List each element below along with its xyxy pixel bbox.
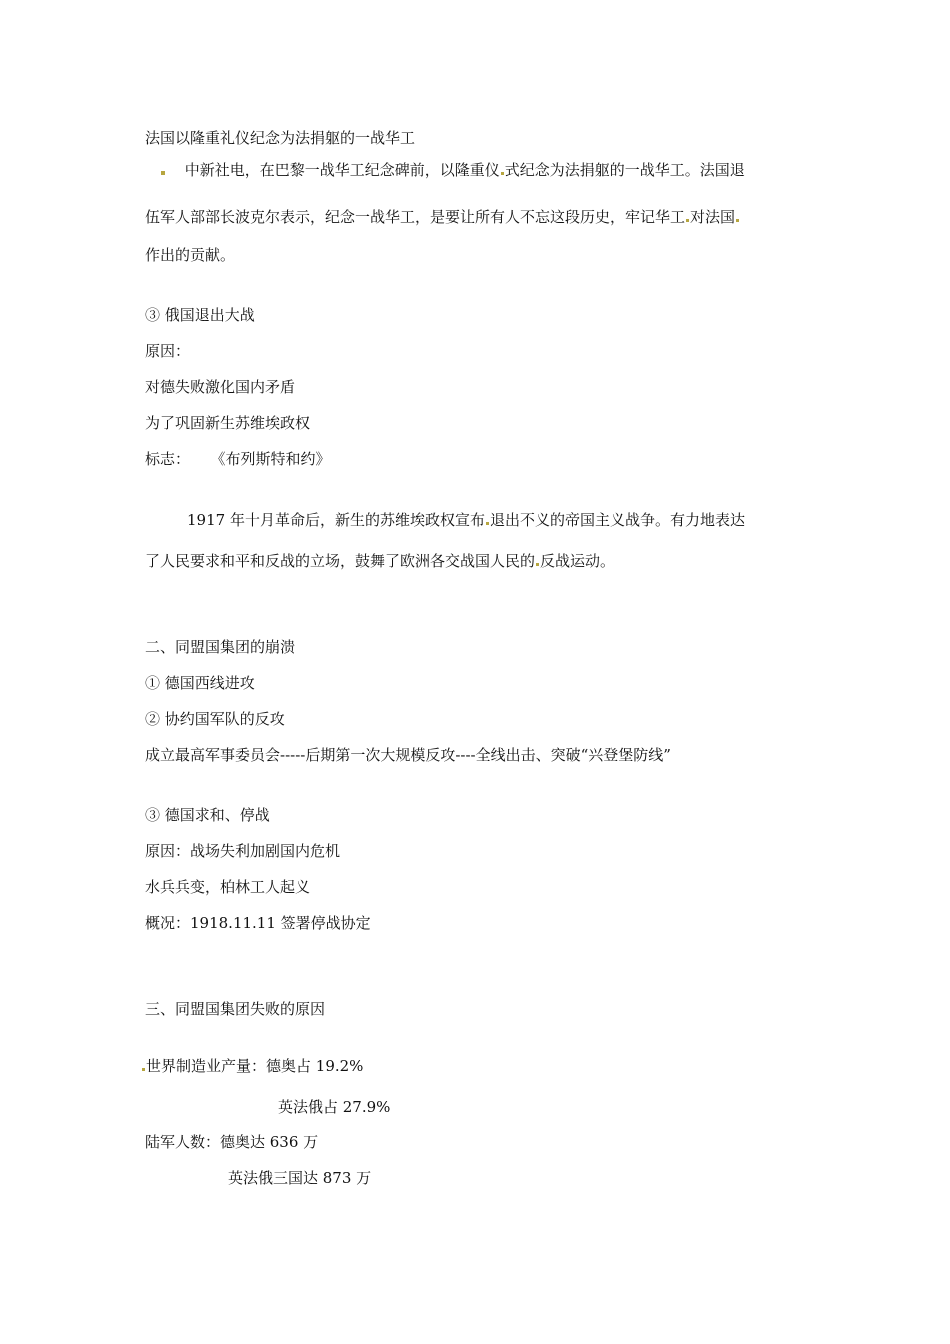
- section2-heading: 二、同盟国集团的崩溃: [145, 638, 296, 656]
- russia-paragraph-2b: 反战运动。: [540, 552, 616, 570]
- section3-manufacturing-line-1: [145, 1056, 363, 1076]
- news-title: 法国以隆重礼仪纪念为法捐躯的一战华工: [145, 129, 416, 147]
- section3-manufacturing-a: 世界制造业产量：德奥占 19.2%: [146, 1057, 364, 1075]
- marker-dot-icon: [161, 171, 165, 175]
- section2-item-2-detail: 成立最高军事委员会-----后期第一次大规模反攻----全线出击、突破“兴登堡防线”: [145, 746, 671, 764]
- marker-dot-icon: [486, 522, 489, 525]
- news-paragraph-line-3: 作出的贡献。: [145, 246, 236, 264]
- marker-dot-icon: [536, 563, 539, 566]
- russia-cause-label: 原因：: [145, 342, 191, 360]
- section3-heading: 三、同盟国集团失败的原因: [145, 1000, 326, 1018]
- news-text-2b: 对法国: [690, 208, 736, 226]
- marker-dot-icon: [736, 219, 739, 222]
- news-paragraph-line-2: [145, 207, 740, 227]
- russia-cause-1: 对德失败激化国内矛盾: [145, 378, 296, 396]
- russia-exit-heading: ③ 俄国退出大战: [145, 306, 255, 324]
- russia-paragraph-2a: 了人民要求和平和反战的立场，鼓舞了欧洲各交战国人民的: [145, 552, 536, 570]
- russia-paragraph-1b: 退出不义的帝国主义战争。有力地表达: [489, 511, 745, 529]
- section3-manufacturing-b: 英法俄占 27.9%: [278, 1098, 391, 1116]
- section3-army-a: 陆军人数：德奥达 636 万: [145, 1133, 319, 1151]
- marker-dot-icon: [686, 219, 689, 222]
- russia-sign: [145, 449, 331, 469]
- section2-item-3: ③ 德国求和、停战: [145, 806, 270, 824]
- news-text-2a: 伍军人部部长波克尔表示，纪念一战华工，是要让所有人不忘这段历史，牢记华工: [145, 208, 686, 226]
- russia-cause-2: 为了巩固新生苏维埃政权: [145, 414, 311, 432]
- news-text-1b: 式纪念为法捐躯的一战华工。法国退: [504, 161, 745, 179]
- news-text-1a: 中新社电，在巴黎一战华工纪念碑前，以隆重仪: [184, 161, 500, 179]
- marker-dot-icon: [142, 1068, 145, 1071]
- section2-item-2: ② 协约国军队的反攻: [145, 710, 285, 728]
- section3-army-b: 英法俄三国达 873 万: [228, 1169, 372, 1187]
- section2-item-3-summary: 概况：1918.11.11 签署停战协定: [145, 914, 371, 932]
- news-paragraph-line-1: [160, 160, 745, 180]
- russia-sign-value: 《布列斯特和约》: [218, 450, 331, 468]
- section2-item-1: ① 德国西线进攻: [145, 674, 255, 692]
- russia-paragraph-line-2: [145, 551, 615, 571]
- russia-paragraph-1a: 1917 年十月革命后，新生的苏维埃政权宣布: [187, 511, 485, 529]
- russia-paragraph-line-1: [187, 510, 745, 530]
- russia-sign-label: 标志：: [145, 450, 191, 468]
- marker-dot-icon: [501, 172, 504, 175]
- section2-item-3-cause-2: 水兵兵变，柏林工人起义: [145, 878, 311, 896]
- section2-item-3-cause: 原因：战场失利加剧国内危机: [145, 842, 341, 860]
